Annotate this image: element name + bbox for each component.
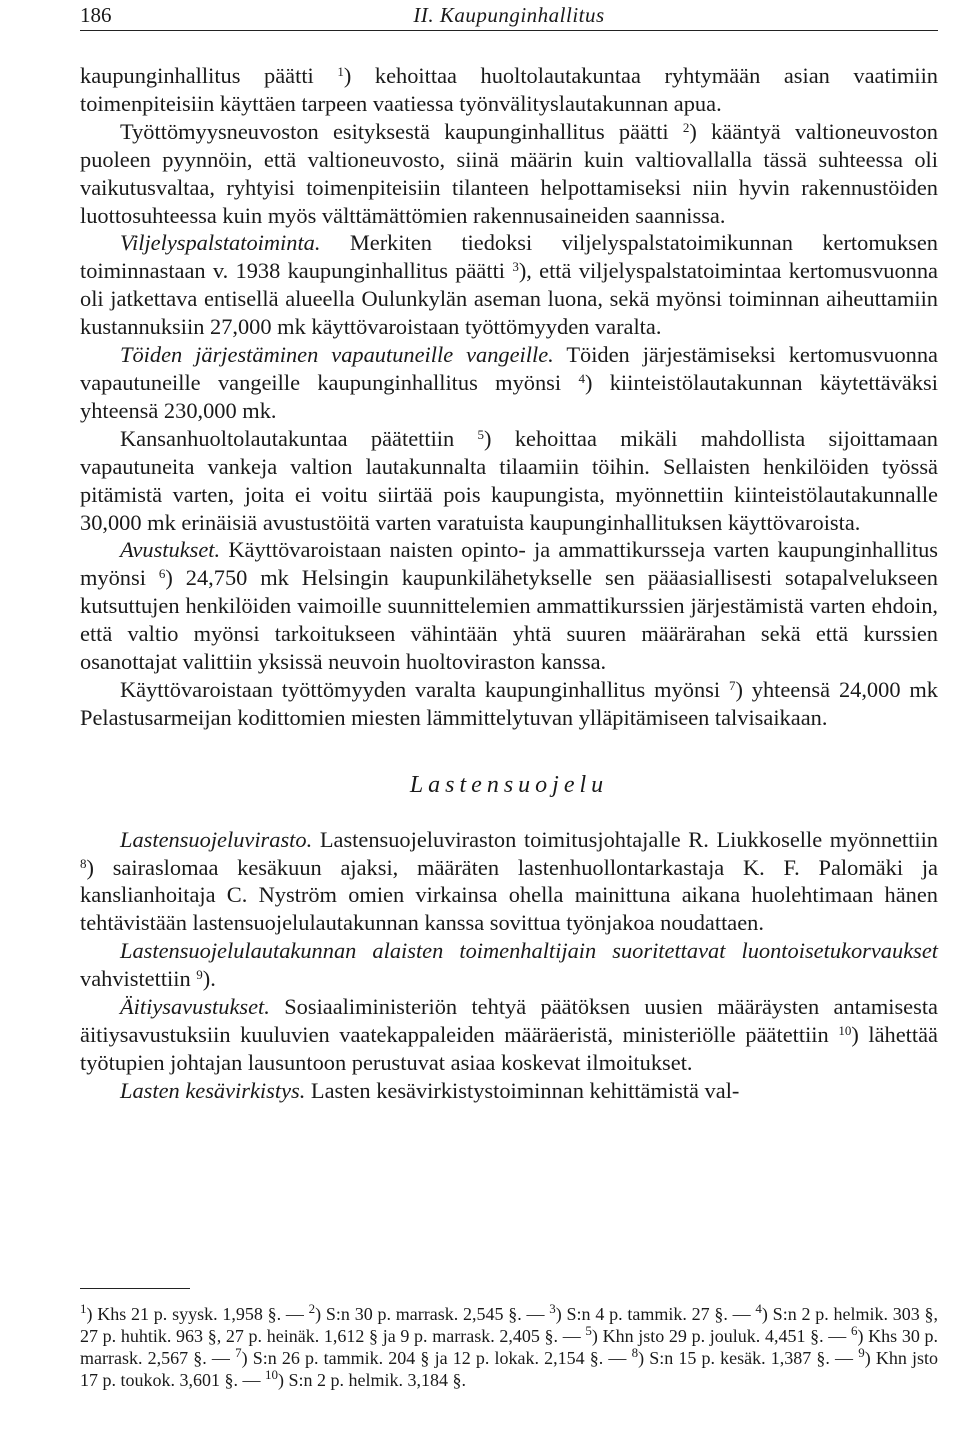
text-run: Kansanhuoltolautakuntaa päätettiin xyxy=(120,425,478,451)
text-run: ) S:n 2 p. helmik. 303 §, 27 p. huhtik. 963 §, 27 p. heinäk. 1,612 § ja 9 p. marrask. 2,405 §. — xyxy=(80,1304,939,1346)
footnote-ref: 1 xyxy=(80,1301,87,1316)
text-run: Lastensuojeluviraston toimitusjohtajalle R. Liukkoselle myönnettiin xyxy=(312,826,938,852)
paragraph xyxy=(80,1077,938,1105)
text-run: ) kehoittaa huoltolautakuntaa ryhtymään asian vaatimiin toimenpiteisiin käyttäen tarpeen vaatiessa työnvälityslautakunnan apua. xyxy=(80,63,938,116)
text-run: ) Khs 30 p. marrask. 2,567 §. — xyxy=(80,1326,939,1368)
footnote-ref: 1 xyxy=(337,64,344,79)
page-header xyxy=(80,0,938,31)
footnote-ref: 7 xyxy=(235,1345,242,1360)
text-run: ) kiinteistölautakunnan käytettäväksi yhteensä 230,000 mk. xyxy=(80,369,938,423)
inline-heading: Viljelyspalstatoiminta. xyxy=(120,230,321,256)
paragraph xyxy=(80,229,938,341)
text-run: ) S:n 4 p. tammik. 27 §. — xyxy=(555,1304,756,1324)
paragraph xyxy=(80,826,938,938)
text-run: Käyttövaroistaan työttömyyden varalta kaupunginhallitus myönsi xyxy=(120,676,729,702)
footnote-ref: 3 xyxy=(549,1301,556,1316)
text-run: ) Khs 21 p. syysk. 1,958 §. — xyxy=(86,1304,309,1324)
footnote-ref: 5 xyxy=(585,1323,592,1338)
paragraph xyxy=(80,676,938,732)
inline-heading: Töiden järjestäminen vapautuneille vangeille. xyxy=(120,342,554,368)
text-run: Lasten kesävirkistystoiminnan kehittämistä val- xyxy=(305,1077,740,1103)
inline-heading: Avustukset. xyxy=(120,537,221,563)
footnote-ref: 4 xyxy=(755,1301,762,1316)
text-run: ) yhteensä 24,000 mk Pelastusarmeijan kodittomien miesten lämmittelytuvan ylläpitämiseen talvisaikaan. xyxy=(80,676,938,730)
footnote-ref: 8 xyxy=(631,1345,639,1360)
footnote-ref: 6 xyxy=(158,566,166,582)
text-run: ) kehoittaa mikäli mahdollista sijoittamaan vapautuneita vankeja valtion lautakunnalta tilaamiin töihin. Sellaisten henkilöiden työssä pitämistä varten, joita ei voitu siirtää pois kaupungista, myönnettiin kiinteistölautakunnalle 30,000 mk erinäisiä avustustöitä varten varatuista kaupunginhallituksen käyttövaroista. xyxy=(80,425,938,535)
text-run: ) Khn jsto 17 p. toukok. 3,601 §. — xyxy=(80,1348,939,1390)
text-run: Sosiaaliministeriön tehtyä päätöksen uusien määräysten antamisesta äitiysavustuksiin kuuluvien vaatekappaleiden määräeristä, ministeriölle päätettiin xyxy=(80,994,938,1047)
footnote-ref: 6 xyxy=(850,1323,858,1338)
text-run: Käyttövaroistaan naisten opinto- ja ammattikursseja varten kaupunginhallitus myönsi xyxy=(80,537,938,591)
footnote-ref: 10 xyxy=(265,1367,279,1382)
paragraph xyxy=(80,937,938,993)
inline-heading: Lasten kesävirkistys. xyxy=(120,1077,306,1103)
text-run: ) lähettää työtupien johtajan lausuntoon perustuvat asiaa koskevat ilmoitukset. xyxy=(80,1022,938,1075)
text-run: ) kääntyä valtioneuvoston puoleen pyynnöin, että valtioneuvosto, siinä määrin kuin valtiovallalla tässä suhteessa oli vaikutusvaltaa, ryhtyisi toimenpiteisiin tilanteen helpottamiseksi niin hyvin rakennustöiden luottosuhteessa kuin myös välttämättömien rakennusaineiden saannissa. xyxy=(80,118,938,228)
inline-heading: Lastensuojelulautakunnan alaisten toimenhaltijain suoritettavat luontoisetukorvaukset xyxy=(120,938,938,964)
footnote-ref: 9 xyxy=(858,1345,865,1360)
main-text xyxy=(80,62,938,1105)
inline-heading: Äitiysavustukset. xyxy=(120,994,270,1020)
text-run: Töiden järjestämiseksi kertomusvuonna vapautuneille vangeille kaupunginhallitus myönsi xyxy=(80,342,938,395)
footnote-ref: 7 xyxy=(728,677,736,693)
footnote-ref: 10 xyxy=(838,1023,852,1038)
section-heading: Lastensuojelu xyxy=(409,771,609,798)
footnote-ref: 5 xyxy=(477,426,485,442)
text-run: vahvistettiin xyxy=(80,966,197,992)
paragraph xyxy=(80,536,938,676)
text-run: ) S:n 30 p. marrask. 2,545 §. — xyxy=(315,1304,550,1324)
text-run: Merkiten tiedoksi viljelyspalstatoimikunnan kertomuksen toiminnastaan v. 1938 kaupunginhallitus päätti xyxy=(80,230,938,284)
footnote-ref: 4 xyxy=(578,370,585,386)
paragraph xyxy=(80,993,938,1077)
paragraph-continuation xyxy=(80,62,938,118)
page-number: 186 xyxy=(80,3,112,27)
footnote-divider xyxy=(80,1288,190,1289)
running-title: II. Kaupunginhallitus xyxy=(413,3,605,27)
text-run: ) S:n 26 p. tammik. 204 § ja 12 p. lokak. 2,154 §. — xyxy=(241,1348,632,1368)
text-run: Työttömyysneuvoston esityksestä kaupunginhallitus päätti xyxy=(120,118,683,144)
inline-heading: Lastensuojeluvirasto. xyxy=(120,826,313,852)
text-run: ) 24,750 mk Helsingin kaupunkilähetykselle sen pääasiallisesti sotapalvelukseen kutsuttujen henkilöiden vaimoille suunnittelemien ammattikurssien järjestämistä varten ehdoin, että valtio myönsi tarkoitukseen vähintään yhtä suuren määrärahan sekä että kurssien osanottajat valittiin yksissä neuvoin huoltoviraston kanssa. xyxy=(80,565,938,675)
footnotes xyxy=(80,1303,938,1391)
footnote-ref: 9 xyxy=(196,967,203,983)
footnote-ref: 3 xyxy=(512,259,519,275)
text-run: ) S:n 2 p. helmik. 3,184 §. xyxy=(278,1370,467,1390)
text-run: ), että viljelyspalstatoimintaa kertomusvuonna oli jatkettava entisellä alueella Oulunkylän aseman luona, sekä myönsi toiminnan aiheuttamiin kustannuksiin 27,000 mk käyttövaroistaan työttömyyden varalta. xyxy=(80,258,938,340)
text-run: kaupunginhallitus päätti xyxy=(80,63,338,88)
footnote-ref: 2 xyxy=(682,119,690,135)
footnote-ref: 8 xyxy=(80,855,87,871)
text-run: ) Khn jsto 29 p. jouluk. 4,451 §. — xyxy=(591,1326,851,1346)
text-run: ) S:n 15 p. kesäk. 1,387 §. — xyxy=(638,1348,859,1368)
paragraph xyxy=(80,425,938,537)
footnote-ref: 2 xyxy=(308,1301,316,1316)
text-run: ) sairaslomaa kesäkuun ajaksi, määräten lastenhuollontarkastaja K. F. Palomäki ja kanslianhoitaja C. Nyström omien virkainsa ohella mainittuna aikana huolehtimaan hänen tehtävistään lastensuojelulautakunnan kanssa sovittua työnjakoa noudattaen. xyxy=(80,854,938,936)
paragraph xyxy=(80,118,938,230)
text-run: ). xyxy=(202,966,216,992)
paragraph xyxy=(80,341,938,425)
